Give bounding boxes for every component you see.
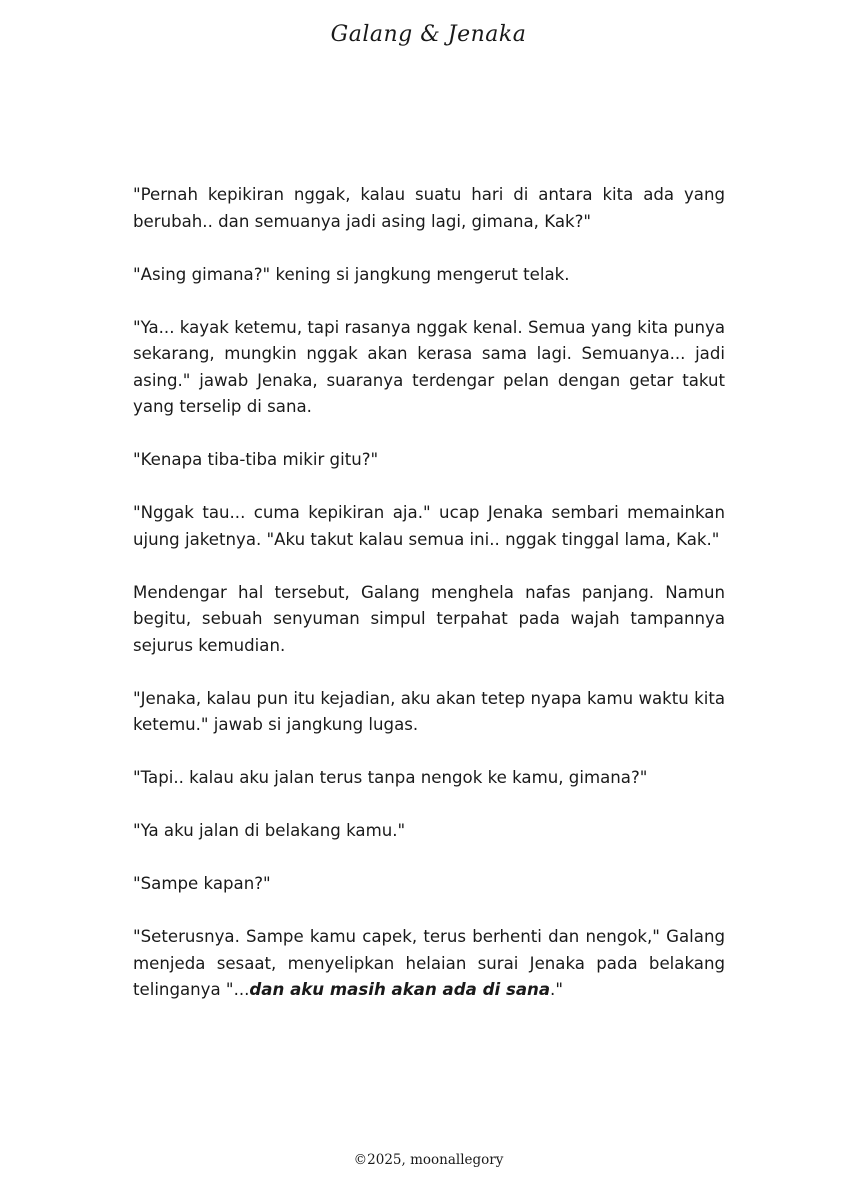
story-paragraph-9: "Ya aku jalan di belakang kamu." — [133, 821, 406, 840]
page-header-title: Galang & Jenaka — [330, 22, 527, 47]
story-paragraph-7: "Jenaka, kalau pun itu kejadian, aku akan tetep nyapa kamu waktu kita ketemu." jawab si jangkung lugas. — [133, 688, 725, 734]
story-paragraph-5: "Nggak tau... cuma kepikiran aja." ucap Jenaka sembari memainkan ujung jaketnya. "Aku takut kalau semua ini.. nggak tinggal lama, Kak." — [133, 503, 725, 549]
story-paragraph-1: "Pernah kepikiran nggak, kalau suatu hari di antara kita ada yang berubah.. dan semuanya jadi asing lagi, gimana, Kak?" — [133, 185, 725, 231]
story-paragraph-10: "Sampe kapan?" — [133, 874, 271, 893]
story-paragraph-11-start: "Seterusnya. Sampe kamu capek, terus berhenti dan nengok," Galang menjeda sesaat, menyelipkan helaian surai Jenaka pada belakang telinganya "... — [133, 927, 725, 999]
story-paragraph-3: "Ya... kayak ketemu, tapi rasanya nggak kenal. Semua yang kita punya sekarang, mungkin nggak akan kerasa sama lagi. Semuanya... jadi asing." jawab Jenaka, suaranya terdengar pelan dengan getar takut yang terselip di sana. — [133, 317, 725, 416]
copyright-footer: ©2025, moonallegory — [353, 1152, 504, 1168]
story-paragraph-6: Mendengar hal tersebut, Galang menghela nafas panjang. Namun begitu, sebuah senyuman simpul terpahat pada wajah tampannya sejurus kemudian. — [133, 582, 725, 655]
story-body — [133, 182, 725, 1030]
story-paragraph-11-emphasis: dan aku masih akan ada di sana — [249, 980, 551, 999]
story-paragraph-11 — [133, 924, 725, 1004]
story-paragraph-11-end: ." — [550, 980, 563, 999]
story-paragraph-4: "Kenapa tiba-tiba mikir gitu?" — [133, 450, 379, 469]
story-paragraph-2: "Asing gimana?" kening si jangkung mengerut telak. — [133, 264, 570, 284]
story-paragraph-8: "Tapi.. kalau aku jalan terus tanpa nengok ke kamu, gimana?" — [133, 768, 648, 787]
